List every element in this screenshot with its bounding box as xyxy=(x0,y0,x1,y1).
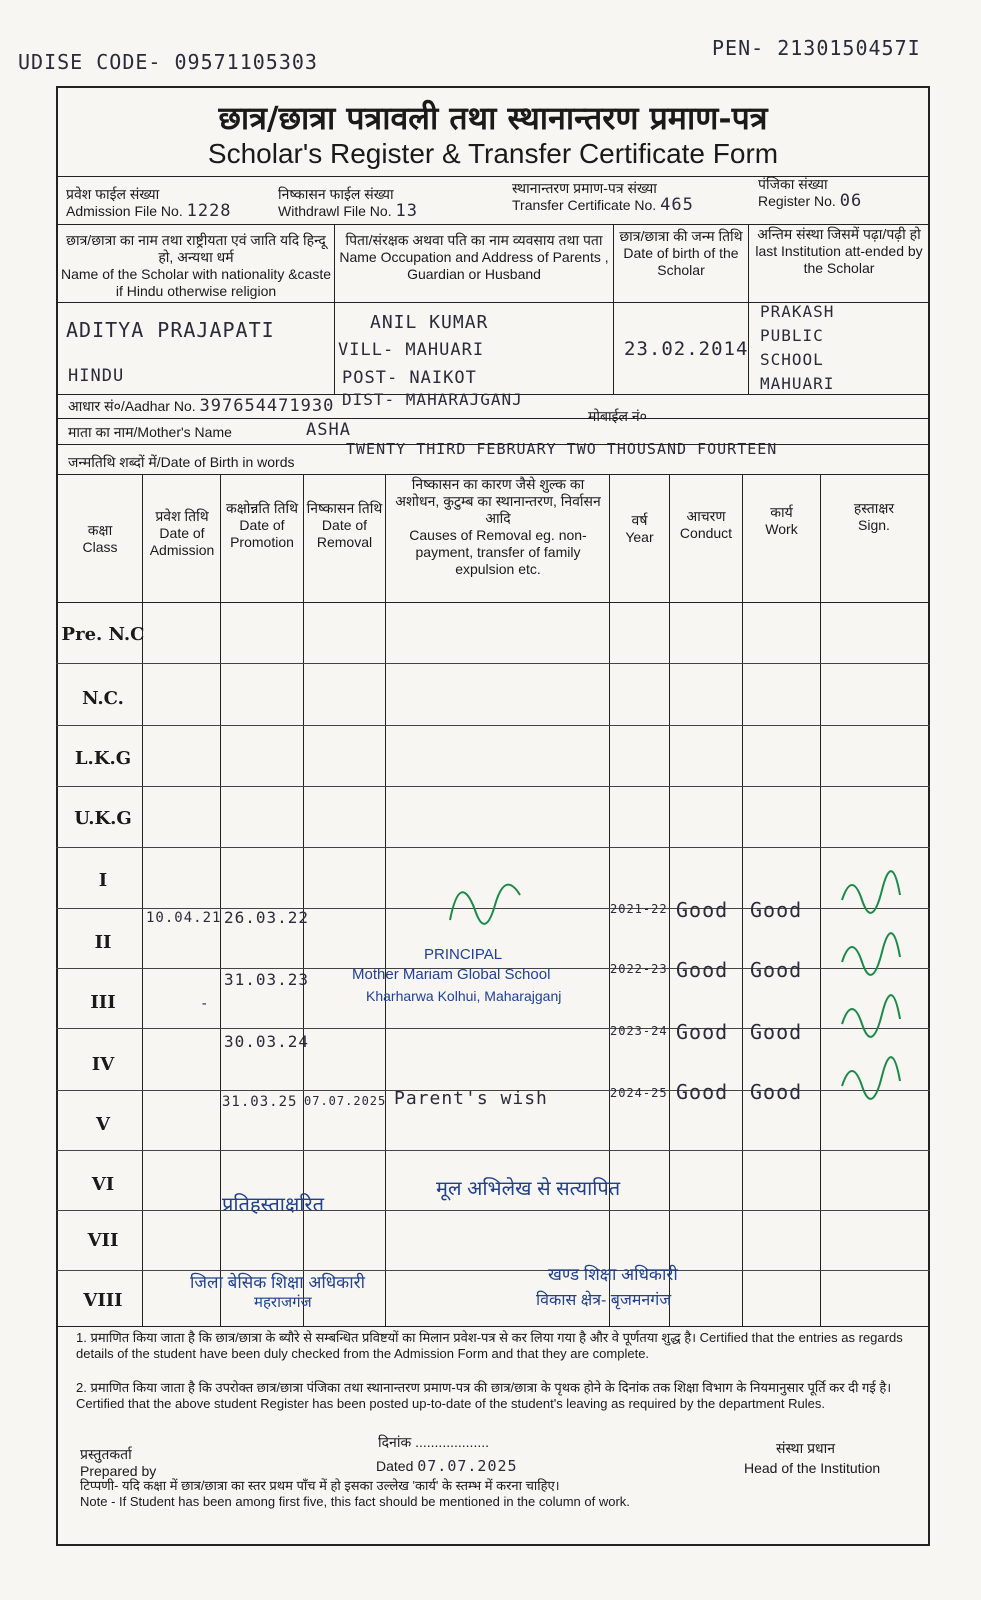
dated-hindi: दिनांक ................... xyxy=(378,1434,490,1450)
col-admission: प्रवेश तिथि Date of Admission xyxy=(149,508,215,558)
cause-of-removal: Parent's wish xyxy=(394,1088,548,1109)
countersigned-stamp: प्रतिहस्ताक्षरित xyxy=(222,1194,325,1216)
work: Good xyxy=(750,958,803,982)
address-line-3: DIST- MAHARAJGANJ xyxy=(342,390,523,409)
promotion-date: 31.03.25 xyxy=(222,1094,298,1110)
mother-label: माता का नाम/Mother's Name xyxy=(68,424,232,440)
col-conduct: आचरण Conduct xyxy=(679,508,733,541)
year: 2021-22 xyxy=(610,902,668,916)
stamp-place: Kharharwa Kolhui, Maharajganj xyxy=(366,988,562,1004)
verification-remark: मूल अभिलेख से सत्यापित xyxy=(436,1178,621,1200)
tip-hindi: टिप्पणी- यदि कक्षा में छात्र/छात्रा का स्तर प्रथम पाँच में हो इसका उल्लेख 'कार्य' के स्तम्भ में करना चाहिए। xyxy=(80,1478,560,1493)
line xyxy=(56,418,930,419)
line xyxy=(56,602,930,603)
line xyxy=(820,474,821,1326)
conduct: Good xyxy=(676,958,729,982)
line xyxy=(56,1150,930,1151)
year: 2023-24 xyxy=(610,1024,668,1038)
line xyxy=(385,474,386,1326)
row-class: N.C. xyxy=(82,688,124,709)
bsa-stamp-line2: महराजगंज xyxy=(254,1294,312,1311)
title-hindi: छात्र/छात्रा पत्रावली तथा स्थानान्तरण प्रमाण-पत्र xyxy=(218,99,768,137)
mobile-label: मोबाईल नं० xyxy=(588,408,647,424)
title-english: Scholar's Register & Transfer Certificate Form xyxy=(207,138,779,169)
row-class: U.K.G xyxy=(74,808,132,829)
admission-file-label: प्रवेश फाईल संख्या Admission File No. 1228 xyxy=(66,186,232,221)
line xyxy=(56,1270,930,1271)
line xyxy=(669,474,670,1326)
dob-words-label: जन्मतिथि शब्दों में/Date of Birth in words xyxy=(68,454,295,470)
beo-stamp-line1: खण्ड शिक्षा अधिकारी xyxy=(548,1265,678,1284)
admission-date: - xyxy=(200,996,210,1012)
certification-note-2: 2. प्रमाणित किया जाता है कि उपरोक्त छात्र/छात्रा पंजिका तथा स्थानान्तरण प्रमाण-पत्र की छात्र/छात्रा के पृथक होने के दिनांक तक शिक्षा विभाग के नियमानुसार पूर्ति कर दी गई है। Certified that the above student Register has been posted up-to-date of the student's leaving as required by the department Rules. xyxy=(76,1380,892,1411)
promotion-date: 26.03.22 xyxy=(224,908,310,927)
header-name: छात्र/छात्रा का नाम तथा राष्ट्रीयता एवं जाति यदि हिन्दू हो, अन्यथा धर्म Name of the Scholar with nationality &caste if Hindu otherwise religion xyxy=(60,232,332,299)
header-parent: पिता/संरक्षक अथवा पति का नाम व्यवसाय तथा पता Name Occupation and Address of Parents , Guardian or Husband xyxy=(339,232,609,282)
row-class: V xyxy=(96,1114,110,1135)
mother-name: ASHA xyxy=(306,420,351,440)
parent-name: ANIL KUMAR xyxy=(370,312,489,333)
row-class: III xyxy=(90,992,116,1013)
note-english: Note - If Student has been among first five, this fact should be mentioned in the column of work. xyxy=(80,1494,630,1509)
last-institution: PRAKASH PUBLIC SCHOOL MAHUARI xyxy=(760,302,835,393)
row-class: II xyxy=(94,932,112,953)
row-class: I xyxy=(98,870,108,891)
col-year: वर्ष Year xyxy=(625,512,654,545)
removal-date: 07.07.2025 xyxy=(304,1094,387,1108)
head-hindi: संस्था प्रधान xyxy=(776,1440,836,1456)
signature-marks xyxy=(822,860,922,1110)
udise-code: UDISE CODE- 09571105303 xyxy=(18,50,318,74)
promotion-date: 30.03.24 xyxy=(224,1032,310,1051)
row-class: VII xyxy=(87,1230,119,1251)
line xyxy=(56,847,930,848)
work: Good xyxy=(750,1020,803,1044)
header-last-institution: अन्तिम संस्था जिसमें पढ़ा/पढ़ी हो last Institution att-ended by the Scholar xyxy=(755,226,923,276)
certification-note-1: 1. प्रमाणित किया जाता है कि छात्र/छात्रा के ब्यौरे से सम्बन्धित प्रविष्टयों का मिलान प्रवेश-पत्र से कर लिया गया है और वे पूर्णतया शुद्ध है। Certified that the entries as regards details of the student have been duly checked from the Admission Form and that they are complete. xyxy=(76,1330,903,1361)
student-dob: 23.02.2014 xyxy=(624,338,749,360)
pen-number: PEN- 2130150457I xyxy=(712,36,921,60)
register-number-label: पंजिका संख्या Register No. 06 xyxy=(758,176,863,211)
line xyxy=(56,224,930,225)
principal-signature xyxy=(440,870,530,950)
dob-words: TWENTY THIRD FEBRUARY TWO THOUSAND FOURTEEN xyxy=(346,440,778,458)
line xyxy=(56,786,930,787)
beo-stamp-line2: विकास क्षेत्र- बृजमनगंज xyxy=(536,1292,672,1309)
conduct: Good xyxy=(676,1080,729,1104)
row-class: VIII xyxy=(83,1290,123,1311)
line xyxy=(613,224,614,394)
tc-number-label: स्थानान्तरण प्रमाण-पत्र संख्या Transfer Certificate No. 465 xyxy=(512,180,694,215)
col-sign: हस्ताक्षर Sign. xyxy=(853,500,895,533)
header-dob: छात्र/छात्रा की जन्म तिथि Date of birth of the Scholar xyxy=(619,228,743,278)
stamp-principal: PRINCIPAL xyxy=(424,946,503,963)
row-class: Pre. N.C xyxy=(61,624,145,645)
admission-date: 10.04.21 xyxy=(146,910,222,926)
year: 2024-25 xyxy=(610,1086,668,1100)
stamp-school: Mother Mariam Global School xyxy=(352,966,551,983)
col-promotion: कक्षोन्नति तिथि Date of Promotion xyxy=(225,500,299,550)
col-work: कार्य Work xyxy=(765,504,798,537)
address-line-1: VILL- MAHUARI xyxy=(338,340,485,360)
line xyxy=(748,224,749,394)
head-of-institution: Head of the Institution xyxy=(744,1460,881,1476)
promotion-date: 31.03.23 xyxy=(224,970,310,989)
col-removal: निष्कासन तिथि Date of Removal xyxy=(306,500,383,550)
conduct: Good xyxy=(676,1020,729,1044)
col-class: कक्षा Class xyxy=(82,522,118,555)
student-name: ADITYA PRAJAPATI xyxy=(66,318,275,342)
work: Good xyxy=(750,1080,803,1104)
row-class: VI xyxy=(91,1174,115,1195)
line xyxy=(220,474,221,1326)
line xyxy=(334,224,335,394)
row-class: L.K.G xyxy=(74,748,132,769)
line xyxy=(56,1326,930,1327)
work: Good xyxy=(750,898,803,922)
address-line-2: POST- NAIKOT xyxy=(342,368,477,388)
student-religion: HINDU xyxy=(68,366,125,386)
row-class: IV xyxy=(91,1054,115,1075)
col-cause: निष्कासन का कारण जैसे शुल्क का अशोधन, कुटुम्ब का स्थानान्तरण, निर्वासन आदि Causes of Removal eg. non-payment, transfer of family expulsion etc. xyxy=(395,476,601,577)
conduct: Good xyxy=(676,898,729,922)
line xyxy=(56,474,930,475)
line xyxy=(742,474,743,1326)
bsa-stamp-line1: जिला बेसिक शिक्षा अधिकारी xyxy=(190,1273,365,1292)
line xyxy=(56,725,930,726)
line xyxy=(56,663,930,664)
line xyxy=(142,474,143,1326)
dated-label: Dated 07.07.2025 xyxy=(376,1457,518,1475)
withdrawl-file-label: निष्कासन फाईल संख्या Withdrawl File No. 13 xyxy=(278,186,418,221)
year: 2022-23 xyxy=(610,962,668,976)
prepared-by: प्रस्तुतकर्ता Prepared by xyxy=(80,1446,157,1479)
line xyxy=(56,1210,930,1211)
aadhar-label: आधार सं०/Aadhar No. 397654471930 xyxy=(68,396,335,416)
